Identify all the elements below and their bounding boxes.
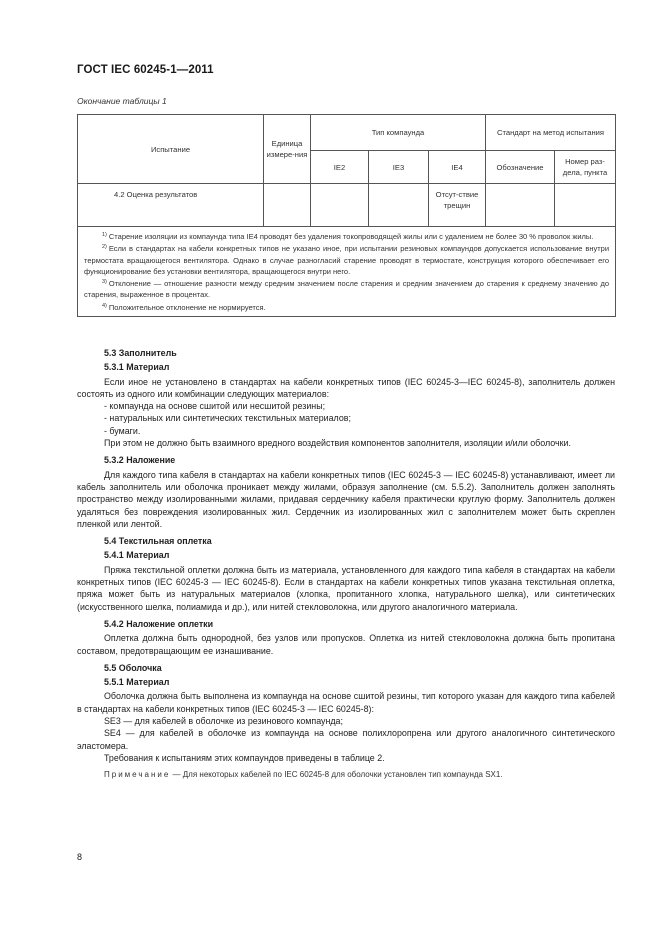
sub-header-ie3: IE3 — [369, 151, 429, 184]
sub-header-designation: Обозначение — [486, 151, 555, 184]
col-header-compound: Тип компаунда — [311, 115, 486, 151]
paragraph: При этом не должно быть взаимного вредного воздействия компонентов заполнителя, изоляции и/или оболочки. — [104, 438, 571, 449]
list-item: - бумаги. — [104, 425, 141, 436]
table-footnotes — [78, 227, 616, 317]
paragraph: Для каждого типа кабеля в стандартах на кабели конкретных типов (IEC 60245-3 — IEC 60245-8) устанавливают, имеет ли кабель заполнитель или оболочка проникает между жилами, образуя заполнение (см. 5.5.2). Заполнитель должен заполнять пространство между изолированными жилами, придавая сердечнику кабеля практически круглую форму. Заполнитель должен удаляться без повреждения изолированных жил. Сердечник из изолированных жил с заполнителем может быть скреплен пленкой или лентой. — [77, 469, 615, 529]
document-body — [77, 346, 615, 790]
paragraph: Оплетка должна быть однородной, без узлов или пропусков. Оплетка из нитей стекловолокна должна быть пропитана составом, предотвращающим ее изнашивание. — [77, 633, 615, 656]
table-cell-ie3 — [369, 184, 429, 227]
table-row-label: 4.2 Оценка результатов — [78, 184, 264, 227]
sub-header-ie4: IE4 — [429, 151, 486, 184]
footnote-2: $^{2)}$ Если в стандартах на кабели конкретных типов не указано иное, при испытании резиновых компаундов допускается использование внутри термостата вращающегося вентилятора. Однако в случае разногласий старение проводят в термостате, конструкция которого обеспечивает его функционирование без установки вентилятора, вращающегося внутри него. — [84, 244, 610, 276]
table-cell-ie2 — [311, 184, 369, 227]
paragraph: Оболочка должна быть выполнена из компаунда на основе сшитой резины, тип которого указан для каждого типа кабелей в стандартах на кабели конкретных типов (IEC 60245-3 — IEC 60245-8): — [77, 691, 615, 714]
table-cell-unit — [264, 184, 311, 227]
section-heading-5-3: 5.3 Заполнитель — [104, 348, 177, 358]
section-heading-5-5-1: 5.5.1 Материал — [104, 677, 170, 688]
paragraph: SE3 — для кабелей в оболочке из резинового компаунда; — [104, 716, 343, 727]
table-cell-ie4: Отсут-ствие трещин — [429, 184, 486, 227]
table-1 — [77, 114, 616, 317]
page-number: 8 — [77, 852, 83, 862]
sub-header-ie2: IE2 — [311, 151, 369, 184]
section-heading-5-3-2: 5.3.2 Наложение — [104, 455, 176, 466]
paragraph: Требования к испытаниям этих компаундов приведены в таблице 2. — [104, 752, 385, 763]
document-header: ГОСТ IEC 60245-1—2011 — [77, 64, 214, 76]
table-cell-designation — [486, 184, 555, 227]
table-caption: Окончание таблицы 1 — [77, 96, 167, 106]
sub-header-section: Номер раз-дела, пункта — [555, 151, 616, 184]
section-heading-5-5: 5.5 Оболочка — [104, 662, 162, 673]
paragraph: SE4 — для кабелей в оболочке из компаунда на основе полихлоропрена или другого аналогичного синтетического эластомера. — [77, 728, 615, 751]
col-header-standard: Стандарт на метод испытания — [486, 115, 616, 151]
note — [77, 769, 615, 781]
footnote-1: $^{1)}$ Старение изоляции из компаунда типа IE4 проводят без удаления токопроводящей жилы или с удалением не более 30 % проволок жилы. — [102, 232, 594, 241]
col-header-test: Испытание — [78, 115, 264, 184]
paragraph: Пряжа текстильной оплетки должна быть из материала, установленного для каждого типа кабеля в стандартах на кабели конкретных типов (IEC 60245-3 — IEC 60245-8). Если в стандартах на кабели конкретных типов указана текстильная оплетка, пряжа может быть из натуральных материалов (хлопка, пропитанного хлопка, натурального шелка), или синтетических (искусственного шелка, полиамида и др.), или нитей стекловолокна, или другого аналогичного материала. — [77, 564, 615, 612]
list-item: - натуральных или синтетических текстильных материалов; — [104, 413, 351, 424]
section-heading-5-4-1: 5.4.1 Материал — [104, 550, 170, 561]
section-heading-5-4-2: 5.4.2 Наложение оплетки — [104, 618, 214, 629]
section-heading-5-3-1: 5.3.1 Материал — [104, 362, 170, 373]
table-cell-section — [555, 184, 616, 227]
note-text: — Для некоторых кабелей по IEC 60245-8 для оболочки установлен тип компаунда SX1. — [170, 770, 503, 780]
section-heading-5-4: 5.4 Текстильная оплетка — [104, 536, 212, 547]
list-item: - компаунда на основе сшитой или несшитой резины; — [104, 401, 326, 412]
col-header-unit: Единица измере-ния — [264, 115, 311, 184]
footnote-3: $^{3)}$ Отклонение — отношение разности между средним значением после старения и средним значением до старения к среднему значению до старения, выраженное в процентах. — [84, 279, 610, 300]
note-label: Примечание — [104, 770, 171, 780]
footnote-4: $^{4)}$ Положительное отклонение не нормируется. — [102, 302, 266, 312]
paragraph: Если иное не установлено в стандартах на кабели конкретных типов (IEC 60245-3—IEC 60245-8), заполнитель должен состоять из одного или комбинации следующих материалов: — [77, 376, 615, 399]
